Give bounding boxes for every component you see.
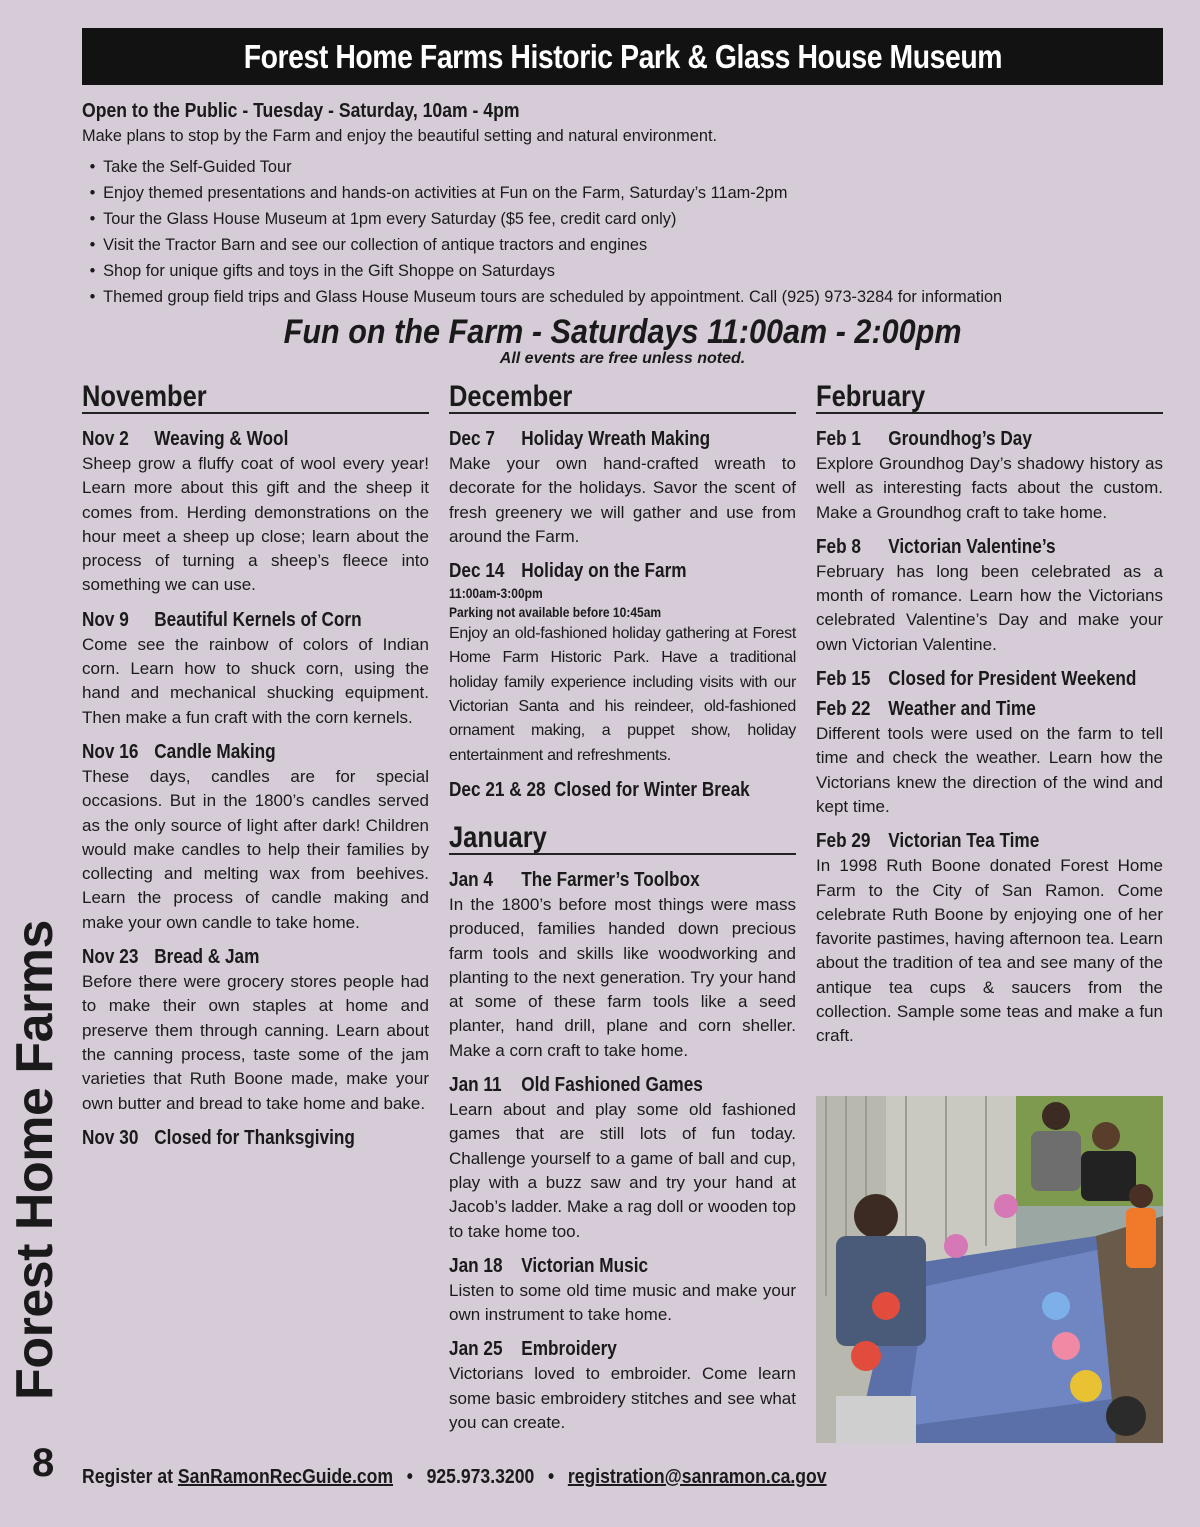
event-description: Sheep grow a fluffy coat of wool every year! Learn more about this gift and the sheep it comes from. Herding demonstrations on the hour meet a sheep up close; learn about the process of turning a sheep’s fleece into something we can use. (82, 454, 429, 595)
separator: • (547, 1466, 555, 1488)
event-title: Victorian Valentine’s (888, 535, 1056, 558)
event-description: Come see the rainbow of colors of Indian corn. Learn how to shuck corn, using the hand and mechanical shucking equipment. Then make a fun craft with the corn kernels. (82, 634, 429, 727)
event-date: Dec 21 & 28 (449, 778, 546, 801)
event-description: Victorians loved to embroider. Come learn some basic embroidery stitches and see what you can create. (449, 1364, 796, 1433)
footer-register (82, 1466, 827, 1489)
event-item (449, 1336, 796, 1435)
event-title: Holiday Wreath Making (521, 428, 711, 450)
event-description: Enjoy an old-fashioned holiday gathering at Forest Home Farm Historic Park. Have a traditional holiday family experience including visits with our Victorian Santa and his reindeer, old-fashioned ornament making, a puppet show, holiday entertainment and refreshments. (449, 625, 796, 764)
fun-on-farm-title: Fun on the Farm - Saturdays 11:00am - 2:00pm (283, 313, 962, 351)
bullet-item: • Visit the Tractor Barn and see our collection of antique tractors and engines (89, 235, 648, 254)
fun-on-farm-subtitle: All events are free unless noted. (499, 350, 746, 367)
event-date: Nov 2 (82, 428, 129, 450)
february-column (816, 380, 1163, 1058)
event-title: Closed for Winter Break (553, 778, 750, 801)
event-date: Feb 15 (816, 668, 871, 691)
event-item (82, 426, 429, 598)
event-description: These days, candles are for special occasions. But in the 1800’s candles served as the only source of light after dark! Children would make candles to help their families by collecting and melting wax from beehives. Learn the process of candle making and make your own candle to take home. (82, 766, 429, 932)
event-item (449, 426, 796, 549)
event-date: Nov 9 (82, 608, 129, 631)
event-item (82, 607, 429, 730)
event-title: The Farmer’s Toolbox (521, 868, 700, 891)
event-description: Before there were grocery stores people had to make their own staples at home and preserve them through canning. Learn about the canning process, taste some of the jam varieties that Ruth Boone made, make your own butter and bread to take home and bake. (82, 972, 429, 1113)
event-date: Dec 14 (449, 560, 505, 583)
event-date: Feb 1 (816, 428, 861, 450)
event-title: Closed for President Weekend (888, 668, 1137, 691)
event-item (816, 666, 1163, 692)
separator: • (406, 1466, 413, 1488)
event-title: Embroidery (521, 1338, 617, 1361)
event-item (816, 828, 1163, 1048)
event-item (449, 558, 796, 768)
event-description: Different tools were used on the farm to tell time and check the weather. Learn how the Victorians knew the direction of the wind and kept time. (816, 724, 1163, 816)
event-title: Victorian Tea Time (888, 830, 1040, 853)
website-link[interactable]: SanRamonRecGuide.com (177, 1466, 394, 1488)
event-time: 11:00am-3:00pm (449, 585, 543, 602)
event-item (82, 739, 429, 935)
page-number: 8 (32, 1441, 55, 1485)
month-heading-december: December (449, 380, 796, 414)
event-description: February has long been celebrated as a month of romance. Learn how the Victorians celebrated Valentine’s Day and make your own Victorian Valentine. (816, 561, 1163, 654)
event-item (449, 777, 796, 803)
intro-section (82, 98, 1172, 310)
event-item (449, 867, 796, 1063)
event-date: Dec 7 (449, 428, 495, 450)
event-date: Jan 4 (449, 868, 493, 891)
december-january-column (449, 380, 796, 1444)
banner-title: Forest Home Farms Historic Park & Glass House Museum (243, 37, 1002, 75)
event-date: Nov 30 (82, 1126, 139, 1149)
event-title: Victorian Music (521, 1254, 649, 1277)
event-item (82, 1125, 429, 1151)
event-title: Holiday on the Farm (521, 560, 687, 583)
intro-bullets (82, 154, 1172, 310)
phone-number: 925.973.3200 (426, 1466, 535, 1488)
event-item (449, 1072, 796, 1244)
side-vertical-title: Forest Home Farms (6, 920, 64, 1400)
page-banner (82, 28, 1163, 85)
event-title: Weather and Time (888, 698, 1036, 721)
event-item (449, 1253, 796, 1328)
event-item (816, 534, 1163, 657)
november-column (82, 380, 429, 1160)
bullet-item: • Shop for unique gifts and toys in the Gift Shoppe on Saturdays (89, 261, 555, 280)
event-date: Jan 25 (449, 1338, 503, 1361)
event-date: Jan 18 (449, 1254, 503, 1277)
event-date: Jan 11 (449, 1074, 502, 1097)
event-date: Nov 16 (82, 740, 139, 763)
event-parking-note: Parking not available before 10:45am (449, 604, 662, 621)
event-title: Beautiful Kernels of Corn (154, 608, 362, 631)
event-description: Listen to some old time music and make your own instrument to take home. (449, 1280, 796, 1325)
open-hours: Open to the Public - Tuesday - Saturday, 10am - 4pm (82, 100, 520, 122)
intro-text: Make plans to stop by the Farm and enjoy the beautiful setting and natural environment. (82, 126, 718, 145)
event-item (816, 696, 1163, 819)
event-title: Old Fashioned Games (521, 1074, 703, 1097)
event-title: Candle Making (154, 740, 276, 763)
month-heading-january: January (449, 821, 796, 855)
event-date: Feb 29 (816, 830, 871, 853)
event-item (82, 944, 429, 1116)
event-date: Feb 22 (816, 698, 871, 721)
bullet-item: • Themed group field trips and Glass House Museum tours are scheduled by appointment. Call (925) 973-3284 for information (89, 287, 1003, 306)
event-description: Explore Groundhog Day’s shadowy history as well as interesting facts about the custom. Make a Groundhog craft to take home. (816, 454, 1163, 522)
event-description: In 1998 Ruth Boone donated Forest Home Farm to the City of San Ramon. Come celebrate Ruth Boone by enjoying one of her favorite pastimes, having afternoon tea. Learn about the tradition of tea and see many of the antique tea cups & saucers from the collection. Sample some teas and make a fun craft. (816, 856, 1163, 1046)
event-description: In the 1800’s before most things were mass produced, families handed down precious farm tools and skills like woodworking and planting to the next generation. Try your hand at some of these farm tools like a seed planter, hand drill, plane and corn sheller. Make a corn craft to take home. (449, 894, 796, 1060)
bullet-item: • Take the Self-Guided Tour (89, 157, 292, 176)
event-date: Feb 8 (816, 535, 861, 558)
event-photo (816, 1096, 1163, 1443)
bullet-item: • Tour the Glass House Museum at 1pm every Saturday ($5 fee, credit card only) (89, 209, 677, 228)
bullet-item: • Enjoy themed presentations and hands-on activities at Fun on the Farm, Saturday’s 11am-2pm (89, 183, 788, 202)
month-heading-november: November (82, 380, 429, 414)
event-title: Weaving & Wool (154, 428, 289, 450)
event-description: Make your own hand-crafted wreath to decorate for the holidays. Savor the scent of fresh greenery we will gather and use from around the Farm. (449, 454, 796, 546)
event-title: Closed for Thanksgiving (154, 1126, 355, 1149)
event-title: Groundhog’s Day (888, 428, 1032, 450)
month-heading-february: February (816, 380, 1163, 414)
event-date: Nov 23 (82, 946, 139, 969)
email-link[interactable]: registration@sanramon.ca.gov (567, 1466, 827, 1488)
register-label: Register at (82, 1466, 173, 1488)
event-item (816, 426, 1163, 525)
event-title: Bread & Jam (154, 946, 260, 969)
event-description: Learn about and play some old fashioned games that are still lots of fun today. Challenge yourself to a game of ball and cup, play with a buzz saw and try your hand at Jacob’s ladder. Make a rag doll or wooden top to take home too. (449, 1100, 796, 1241)
